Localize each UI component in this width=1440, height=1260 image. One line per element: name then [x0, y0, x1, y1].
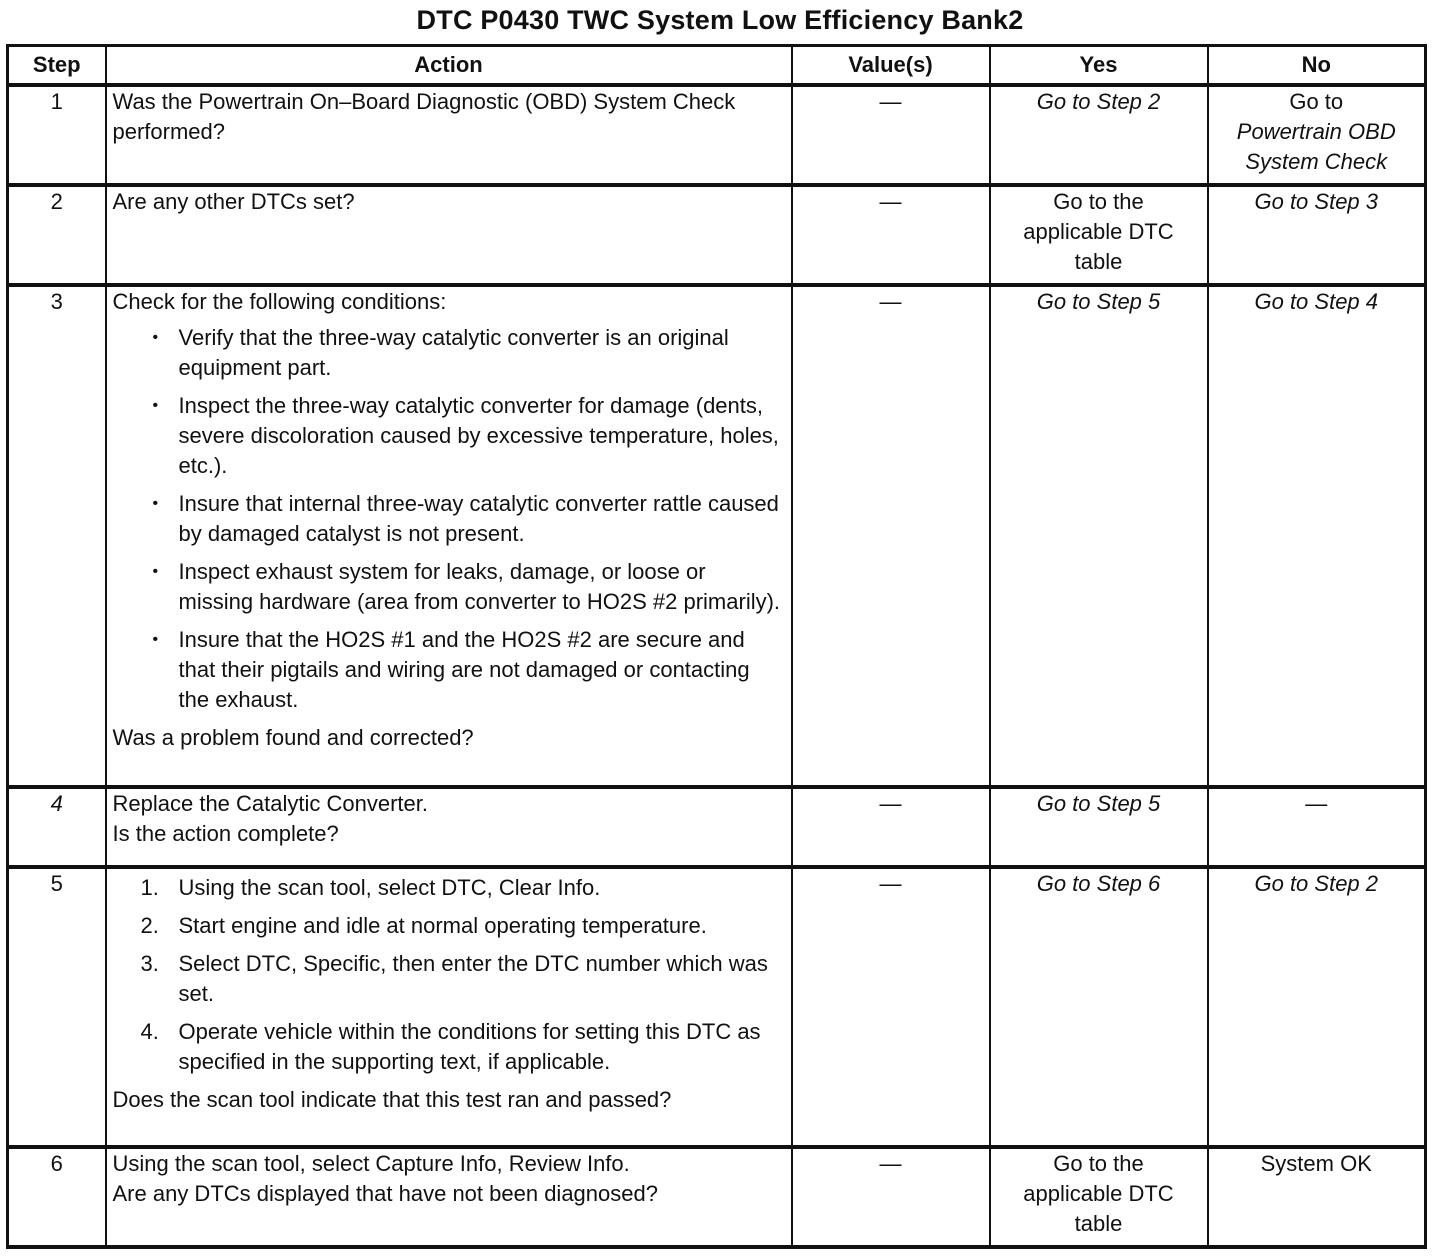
- action-cell: [106, 185, 792, 285]
- list-item: [113, 911, 785, 941]
- no-prefix: Go to: [1289, 89, 1344, 114]
- action-question: Does the scan tool indicate that this test ran and passed?: [112, 1087, 672, 1112]
- list-item: • Insure that internal three-way catalytic converter rattle caused by damaged catalyst is not present.: [113, 489, 785, 549]
- table-row: [8, 285, 1426, 787]
- list-item: • Verify that the three-way catalytic converter is an original equipment part.: [113, 323, 785, 383]
- no-cell: Go to Step 2: [1208, 867, 1426, 1147]
- table-row: [8, 867, 1426, 1147]
- yes-cell: Go to Step 5: [990, 285, 1208, 787]
- value-cell: —: [792, 185, 990, 285]
- table-row: [8, 85, 1426, 185]
- step-number: 1: [8, 85, 106, 185]
- no-cell: Go to Step 3: [1208, 185, 1426, 285]
- item-text: Select DTC, Specific, then enter the DTC number which was set.: [178, 951, 768, 1006]
- no-cell: —: [1208, 787, 1426, 867]
- action-cell: [106, 85, 792, 185]
- list-item: [113, 873, 785, 903]
- yes-cell: Go to Step 2: [990, 85, 1208, 185]
- action-text: Was the Powertrain On–Board Diagnostic (OBD) System Check performed?: [112, 89, 736, 144]
- diagnostic-table: [6, 44, 1427, 1249]
- table-row: [8, 185, 1426, 285]
- no-link-line1: Powertrain OBD: [1236, 119, 1396, 144]
- action-cell: [106, 787, 792, 867]
- list-item: [113, 1017, 785, 1077]
- action-cell: [106, 1147, 792, 1247]
- yes-cell: Go to the applicable DTC table: [990, 1147, 1208, 1247]
- action-text: Are any other DTCs set?: [112, 189, 355, 214]
- step-number: 4: [8, 787, 106, 867]
- list-item: [113, 949, 785, 1009]
- yes-cell: Go to Step 6: [990, 867, 1208, 1147]
- value-cell: —: [792, 85, 990, 185]
- header-step: Step: [8, 46, 106, 86]
- item-number: 3.: [140, 951, 159, 976]
- item-number: 4.: [140, 1019, 159, 1044]
- yes-cell: Go to Step 5: [990, 787, 1208, 867]
- condition-list: [113, 323, 785, 715]
- item-number: 2.: [140, 913, 159, 938]
- action-question: Was a problem found and corrected?: [112, 725, 474, 750]
- action-question: Are any DTCs displayed that have not been diagnosed?: [112, 1181, 658, 1206]
- procedure-list: [113, 873, 785, 1077]
- value-cell: —: [792, 867, 990, 1147]
- document-title: DTC P0430 TWC System Low Efficiency Bank2: [416, 5, 1024, 35]
- table-row: [8, 1147, 1426, 1247]
- value-cell: —: [792, 285, 990, 787]
- header-yes: Yes: [990, 46, 1208, 86]
- header-row: [8, 46, 1426, 86]
- header-values: Value(s): [792, 46, 990, 86]
- step-number: 5: [8, 867, 106, 1147]
- item-text: Operate vehicle within the conditions for setting this DTC as specified in the supporting text, if applicable.: [178, 1019, 761, 1074]
- no-link-line2: System Check: [1245, 149, 1388, 174]
- header-action: Action: [106, 46, 792, 86]
- action-text: Using the scan tool, select Capture Info, Review Info.: [112, 1151, 630, 1176]
- action-intro: Check for the following conditions:: [112, 289, 447, 314]
- step-number: 3: [8, 285, 106, 787]
- step-number: 2: [8, 185, 106, 285]
- no-cell: System OK: [1208, 1147, 1426, 1247]
- action-cell: [106, 285, 792, 787]
- no-cell: Go to Step 4: [1208, 285, 1426, 787]
- header-no: No: [1208, 46, 1426, 86]
- item-number: 1.: [140, 875, 159, 900]
- value-cell: —: [792, 787, 990, 867]
- list-item: • Inspect the three-way catalytic converter for damage (dents, severe discoloration caused by excessive temperature, holes, etc.).: [113, 391, 785, 481]
- item-text: Using the scan tool, select DTC, Clear Info.: [178, 875, 601, 900]
- yes-cell: Go to the applicable DTC table: [990, 185, 1208, 285]
- list-item: • Inspect exhaust system for leaks, damage, or loose or missing hardware (area from converter to HO2S #2 primarily).: [113, 557, 785, 617]
- table-row: [8, 787, 1426, 867]
- step-number: 6: [8, 1147, 106, 1247]
- action-cell: [106, 867, 792, 1147]
- no-cell: [1208, 85, 1426, 185]
- item-text: Start engine and idle at normal operating temperature.: [178, 913, 707, 938]
- value-cell: —: [792, 1147, 990, 1247]
- action-question: Is the action complete?: [112, 821, 339, 846]
- action-text: Replace the Catalytic Converter.: [112, 791, 428, 816]
- list-item: • Insure that the HO2S #1 and the HO2S #2 are secure and that their pigtails and wiring are not damaged or contacting the exhaust.: [113, 625, 785, 715]
